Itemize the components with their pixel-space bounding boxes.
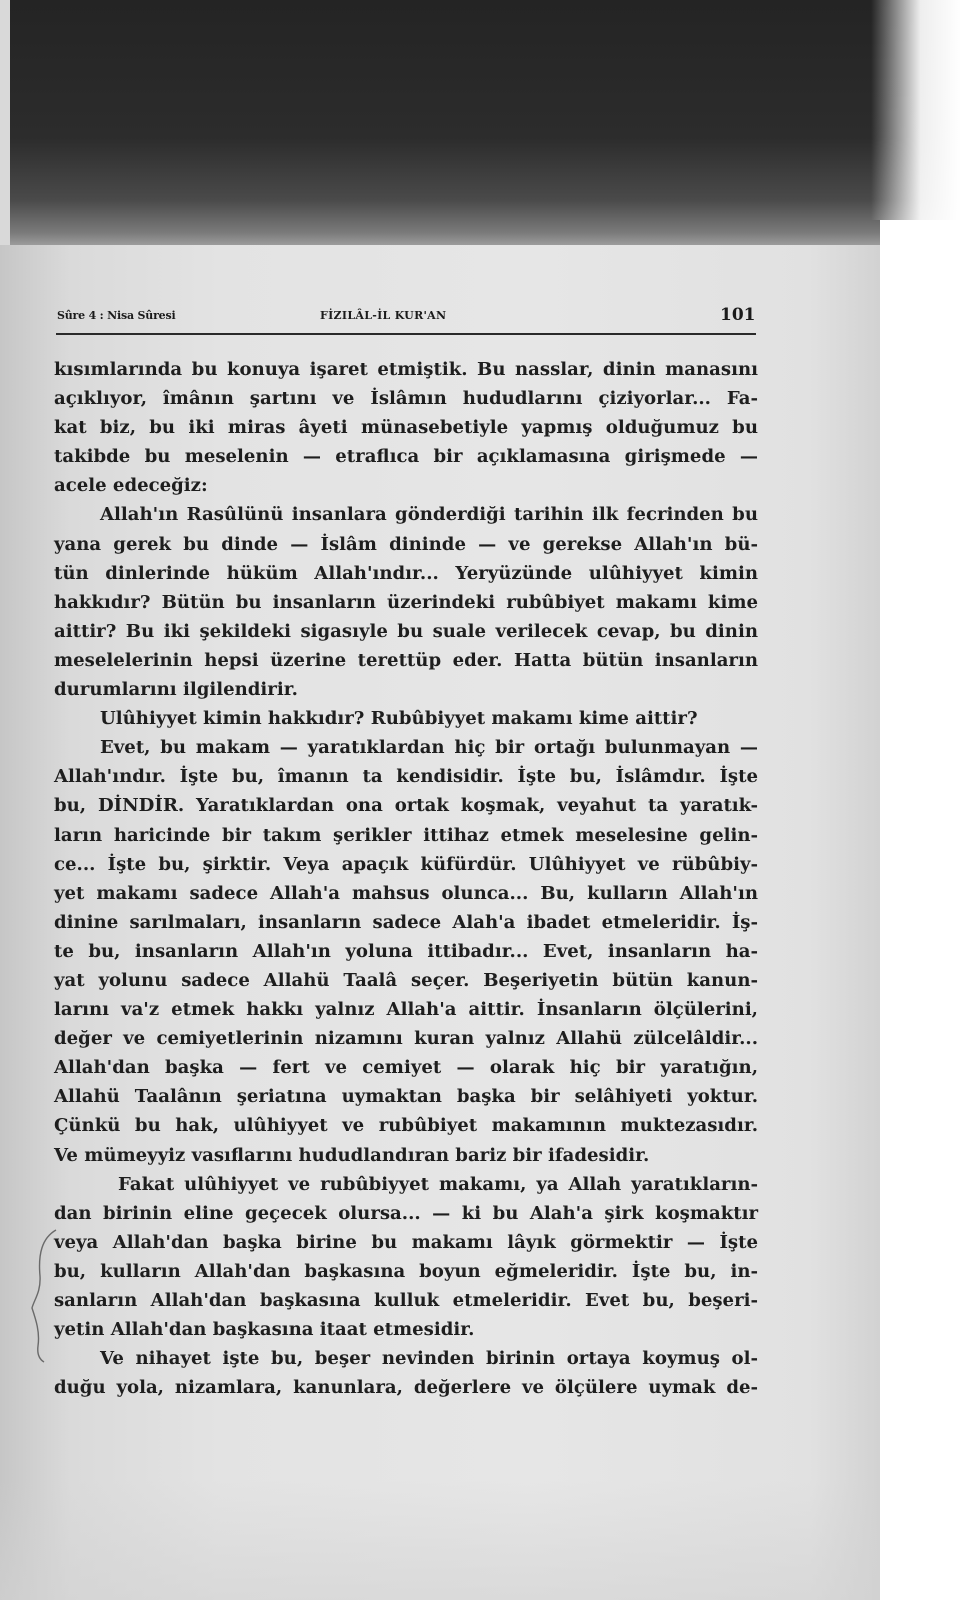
text-line: yat yolunu sadece Allahü Taalâ seçer. Beşeriyetin bütün kanun- — [54, 969, 758, 991]
text-line: ce... İşte bu, şirktir. Veya apaçık küfürdür. Ulûhiyyet ve rübûbiy- — [54, 853, 758, 875]
paragraph-first-line: Allah'ın Rasûlünü insanlara gönderdiği tarihin ilk fecrinden bu — [100, 504, 758, 526]
scanner-glare — [871, 0, 961, 220]
text-line: Çünkü bu hak, ulûhiyyet ve rubûbiyet makamının muktezasıdır. — [54, 1115, 758, 1137]
paragraph-first-line: Fakat ulûhiyyet ve rubûbiyyet makamı, ya Allah yaratıkların- — [118, 1173, 758, 1195]
text-line: te bu, insanların Allah'ın yoluna ittibadır... Evet, insanların ha- — [54, 940, 758, 962]
text-line: bu, DİNDİR. Yaratıklardan ona ortak koşmak, veyahut ta yaratık- — [54, 795, 758, 817]
text-line: aittir? Bu iki şekildeki sigasıyle bu suale verilecek cevap, bu dinin — [54, 620, 758, 642]
text-line: veya Allah'dan başka birine bu makamı lâyık görmektir — İşte — [54, 1231, 758, 1253]
text-line: dinine sarılmaları, insanların sadece Alah'a ibadet etmeleridir. İş- — [54, 911, 758, 933]
text-line: duğu yola, nizamlara, kanunlara, değerlere ve ölçülere uymak de- — [54, 1377, 758, 1399]
text-line: dan birinin eline geçecek olursa... — ki bu Alah'a şirk koşmaktır — [54, 1202, 758, 1224]
text-line: acele edeceğiz: — [54, 475, 208, 497]
paragraph-first-line: Ve nihayet işte bu, beşer nevinden birinin ortaya koymuş ol- — [100, 1348, 758, 1370]
text-line: ların haricinde bir takım şerikler ittihaz etmek meselesine gelin- — [54, 824, 758, 846]
text-line: durumlarını ilgilendirir. — [54, 679, 298, 701]
text-line: yana gerek bu dinde — İslâm dininde — ve gerekse Allah'ın bü- — [54, 533, 758, 555]
text-line: kısımlarında bu konuya işaret etmiştik. Bu nasslar, dinin manasını — [54, 359, 758, 380]
text-line: açıklıyor, îmânın şartını ve İslâmın hududlarını çiziyorlar... Fa- — [54, 388, 758, 410]
text-line: takibde bu meselenin — etraflıca bir açıklamasına girişmede — — [54, 446, 758, 468]
page-right-margin — [880, 220, 961, 1600]
page-number: 101 — [720, 305, 756, 325]
text-line: yet makamı sadece Allah'a mahsus olunca... Bu, kulların Allah'ın — [54, 882, 758, 904]
paragraph-first-line: Evet, bu makam — yaratıklardan hiç bir ortağı bulunmayan — — [100, 737, 758, 759]
text-line: Ve mümeyyiz vasıflarını hududlandıran bariz bir ifadesidir. — [54, 1144, 650, 1166]
text-line: yetin Allah'dan başkasına itaat etmesidir. — [54, 1319, 475, 1341]
text-line: değer ve cemiyetlerinin nizamını kuran yalnız Allahü zülcelâldir... — [54, 1028, 758, 1050]
text-line: meselelerinin hepsi üzerine terettüp eder. Hatta bütün insanların — [54, 649, 758, 671]
text-line: hakkıdır? Bütün bu insanların üzerindeki rubûbiyet makamı kime — [54, 591, 758, 613]
paragraph-first-line: Ulûhiyyet kimin hakkıdır? Rubûbiyyet makamı kime aittir? — [100, 708, 698, 730]
text-line: kat biz, bu iki miras âyeti münasebetiyle yapmış olduğumuz bu — [54, 417, 758, 439]
page-bottom-shade — [0, 1480, 880, 1600]
page-body-text — [54, 355, 758, 1402]
text-line: bu, kulların Allah'dan başkasına boyun eğmeleridir. İşte bu, in- — [54, 1260, 758, 1282]
scanner-edge — [0, 0, 10, 250]
text-line: Allahü Taalânın şeriatına uymaktan başka bir selâhiyeti yoktur. — [54, 1086, 758, 1108]
text-line: Allah'dan başka — fert ve cemiyet — olarak hiç bir yaratığın, — [54, 1057, 758, 1079]
running-header-book-title: FİZILÂL-İL KUR'AN — [320, 309, 447, 322]
text-line: larını va'z etmek hakkı yalnız Allah'a aittir. İnsanların ölçülerini, — [54, 999, 758, 1021]
running-header-chapter: Sûre 4 : Nisa Sûresi — [57, 309, 176, 322]
header-divider — [56, 333, 756, 335]
text-line: Allah'ındır. İşte bu, îmanın ta kendisidir. İşte bu, İslâmdır. İşte — [54, 766, 758, 788]
text-line: sanların Allah'dan başkasına kulluk etmeleridir. Evet bu, beşeri- — [54, 1290, 758, 1311]
text-line: tün dinlerinde hüküm Allah'ındır... Yeryüzünde ulûhiyyet kimin — [54, 562, 758, 584]
scanner-shadow — [0, 0, 961, 250]
